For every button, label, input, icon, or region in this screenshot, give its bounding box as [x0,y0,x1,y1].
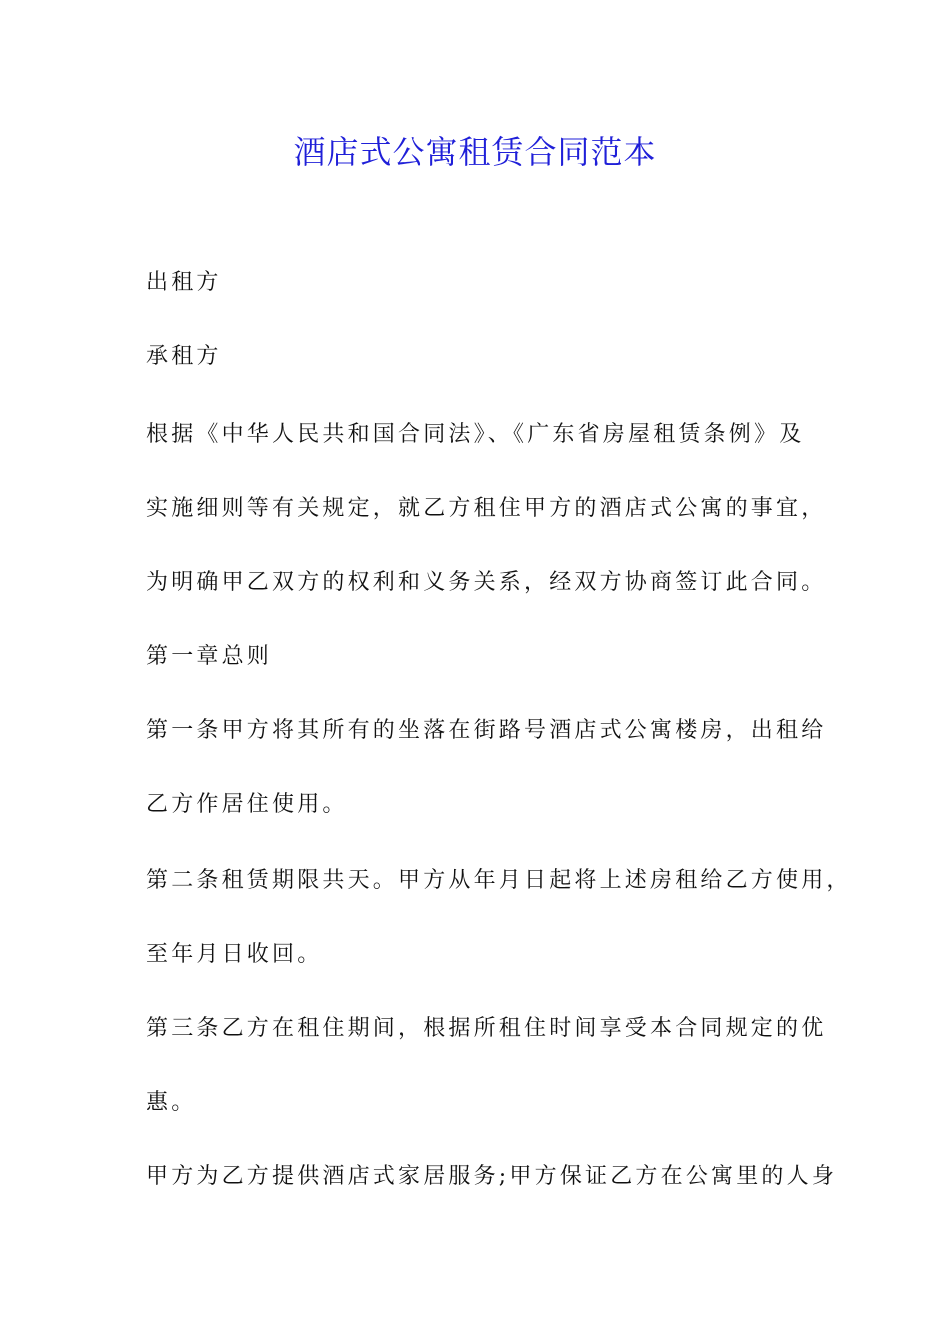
paragraph-line: 甲方为乙方提供酒店式家居服务;甲方保证乙方在公寓里的人身 [146,1164,838,1189]
paragraph-line: 至年月日收回。 [146,942,323,967]
paragraph-lessee: 承租方 [146,344,222,369]
paragraph-line: 第三条乙方在租住期间，根据所租住时间享受本合同规定的优 [146,1016,827,1041]
paragraph-line: 第二条租赁期限共天。甲方从年月日起将上述房租给乙方使用， [146,868,852,893]
paragraph-line: 惠。 [146,1090,197,1115]
paragraph-line: 实施细则等有关规定，就乙方租住甲方的酒店式公寓的事宜， [146,496,827,521]
paragraph-line: 乙方作居住使用。 [146,792,348,817]
document-title: 酒店式公寓租赁合同范本 [293,133,657,171]
chapter-heading: 第一章总则 [146,644,273,669]
paragraph-line: 根据《中华人民共和国合同法》、《广东省房屋租赁条例》及 [146,422,805,447]
paragraph-line: 第一条甲方将其所有的坐落在街路号酒店式公寓楼房，出租给 [146,718,827,743]
paragraph-line: 为明确甲乙双方的权利和义务关系，经双方协商签订此合同。 [146,570,827,595]
paragraph-lessor: 出租方 [146,270,222,295]
